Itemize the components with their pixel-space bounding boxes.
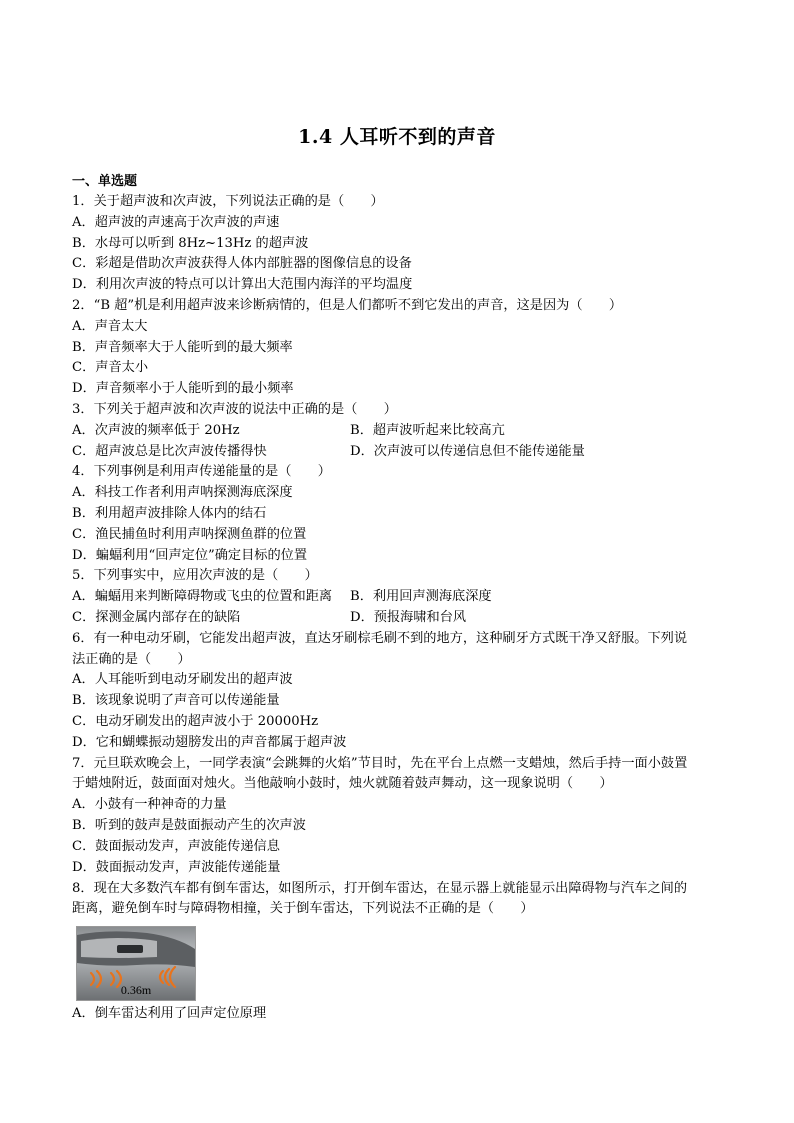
question-4-option-b: B．利用超声波排除人体内的结石 xyxy=(72,506,267,521)
question-7-option-c: C．鼓面振动发声，声波能传递信息 xyxy=(72,839,280,854)
question-4-option-c: C．渔民捕鱼时利用声呐探测鱼群的位置 xyxy=(72,527,307,542)
question-1-option-d: D．利用次声波的特点可以计算出大范围内海洋的平均温度 xyxy=(72,277,413,292)
reversing-radar-figure xyxy=(76,926,196,1001)
question-5-option-c: C．探测金属内部存在的缺陷 xyxy=(72,610,241,625)
question-3-option-d: D．次声波可以传递信息但不能传递能量 xyxy=(350,444,585,459)
question-4-option-a: A．科技工作者利用声呐探测海底深度 xyxy=(72,485,293,500)
question-3-stem: 3．下列关于超声波和次声波的说法中正确的是（ ） xyxy=(72,402,397,417)
question-5-stem: 5．下列事实中，应用次声波的是（ ） xyxy=(72,568,318,583)
question-4-option-d: D．蝙蝠利用“回声定位”确定目标的位置 xyxy=(72,548,308,563)
question-1-option-b: B．水母可以听到 8Hz~13Hz 的超声波 xyxy=(72,236,309,251)
question-7-stem-line-1: 7．元旦联欢晚会上，一同学表演“会跳舞的火焰”节目时，先在平台上点燃一支蜡烛，然后手持一面小鼓置 xyxy=(72,756,688,771)
page-title: 1.4 人耳听不到的声音 xyxy=(298,126,496,148)
question-7-option-d: D．鼓面振动发声，声波能传递能量 xyxy=(72,860,281,875)
question-3-option-b: B．超声波听起来比较高亢 xyxy=(350,423,505,438)
question-2-option-c: C．声音太小 xyxy=(72,360,149,375)
question-2-stem: 2．“B 超”机是利用超声波来诊断病情的，但是人们都听不到它发出的声音，这是因为（ ） xyxy=(72,298,623,313)
question-8-option-a: A．倒车雷达利用了回声定位原理 xyxy=(72,1006,267,1021)
question-2-option-b: B．声音频率大于人能听到的最大频率 xyxy=(72,340,293,355)
question-1-option-c: C．彩超是借助次声波获得人体内部脏器的图像信息的设备 xyxy=(72,256,412,271)
question-2-option-a: A．声音太大 xyxy=(72,319,148,334)
question-4-stem: 4．下列事例是利用声传递能量的是（ ） xyxy=(72,464,331,479)
question-6-option-d: D．它和蝴蝶振动翅膀发出的声音都属于超声波 xyxy=(72,735,347,750)
question-5-option-b: B．利用回声测海底深度 xyxy=(350,589,492,604)
question-7-option-b: B．听到的鼓声是鼓面振动产生的次声波 xyxy=(72,818,306,833)
question-1-stem: 1．关于超声波和次声波，下列说法正确的是（ ） xyxy=(72,194,384,209)
question-6-option-a: A．人耳能听到电动牙刷发出的超声波 xyxy=(72,672,293,687)
question-6-stem-line-2: 法正确的是（ ） xyxy=(72,652,191,667)
question-8-stem-line-1: 8．现在大多数汽车都有倒车雷达，如图所示，打开倒车雷达，在显示器上就能显示出障碍物与汽车之间的 xyxy=(72,881,688,896)
section-heading: 一、单选题 xyxy=(72,174,138,189)
question-6-option-c: C．电动牙刷发出的超声波小于 20000Hz xyxy=(72,714,319,729)
question-3-option-a: A．次声波的频率低于 20Hz xyxy=(72,423,240,438)
distance-readout: 0.36m xyxy=(120,983,152,997)
question-5-option-d: D．预报海啸和台风 xyxy=(350,610,467,625)
question-8-stem-line-2: 距离，避免倒车时与障碍物相撞，关于倒车雷达，下列说法不正确的是（ ） xyxy=(72,901,534,916)
question-2-option-d: D．声音频率小于人能听到的最小频率 xyxy=(72,381,294,396)
question-3-option-c: C．超声波总是比次声波传播得快 xyxy=(72,444,267,459)
question-1-option-a: A．超声波的声速高于次声波的声速 xyxy=(72,215,280,230)
question-6-option-b: B．该现象说明了声音可以传递能量 xyxy=(72,693,280,708)
question-6-stem-line-1: 6．有一种电动牙刷，它能发出超声波，直达牙刷棕毛刷不到的地方，这种刷牙方式既干净又舒服。下列说 xyxy=(72,631,688,646)
question-7-stem-line-2: 于蜡烛附近，鼓面面对烛火。当他敲响小鼓时，烛火就随着鼓声舞动，这一现象说明（ ） xyxy=(72,776,613,791)
question-7-option-a: A．小鼓有一种神奇的力量 xyxy=(72,797,227,812)
question-5-option-a: A．蝙蝠用来判断障碍物或飞虫的位置和距离 xyxy=(72,589,333,604)
